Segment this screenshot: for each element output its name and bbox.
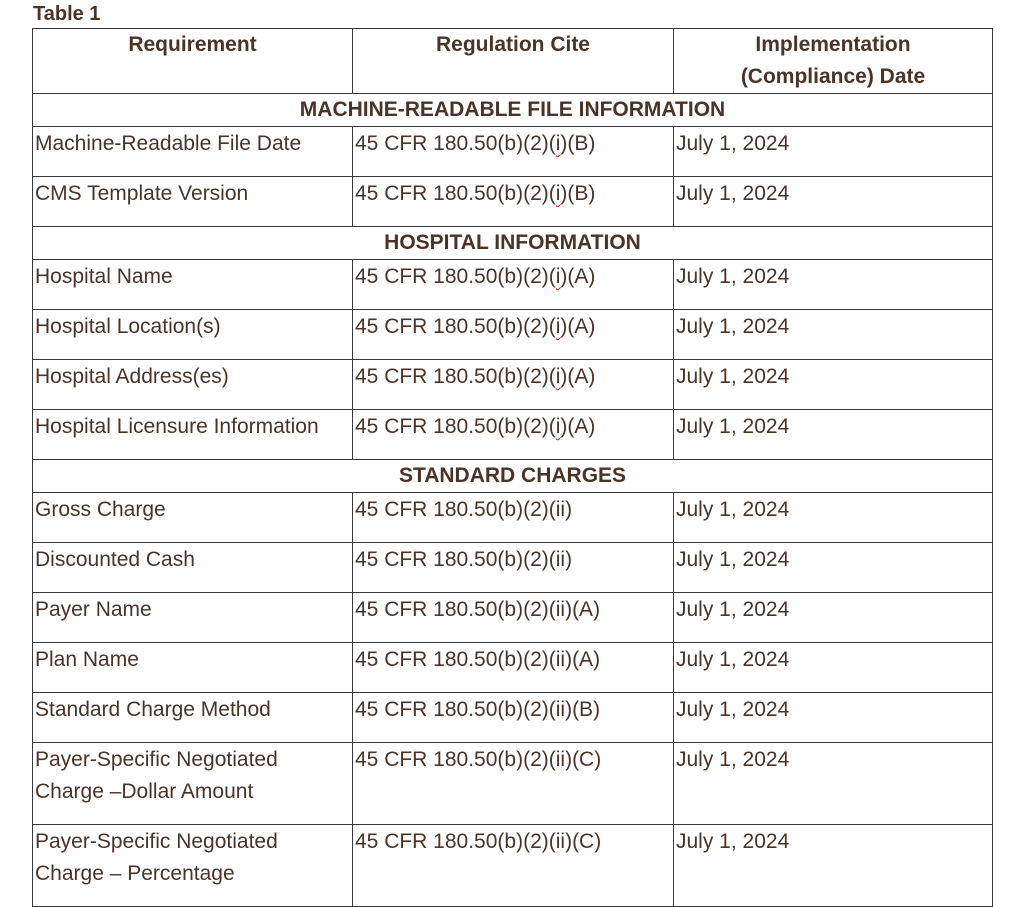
- regulation-cell: [353, 410, 674, 460]
- table-row: [33, 693, 993, 743]
- regulation-cell: 45 CFR 180.50(b)(2)(ii)(C): [353, 743, 674, 825]
- regulation-cell: 45 CFR 180.50(b)(2)(ii)(C): [353, 825, 674, 907]
- date-cell: July 1, 2024: [674, 593, 993, 643]
- cite-suffix: )(A): [560, 265, 596, 288]
- cite-flagged: i: [555, 365, 561, 388]
- regulation-cell: [353, 310, 674, 360]
- table-row: [33, 310, 993, 360]
- date-cell: July 1, 2024: [674, 310, 993, 360]
- requirement-line2: Charge – Percentage: [35, 862, 235, 885]
- table-row: [33, 410, 993, 460]
- date-cell: July 1, 2024: [674, 410, 993, 460]
- requirement-line1: Payer-Specific Negotiated: [35, 748, 278, 771]
- cite-suffix: )(B): [560, 132, 596, 155]
- regulation-cell: 45 CFR 180.50(b)(2)(ii): [353, 493, 674, 543]
- section-row: [33, 460, 993, 493]
- requirement-cell: [33, 743, 353, 825]
- requirement-cell: Hospital Address(es): [33, 360, 353, 410]
- regulation-cell: 45 CFR 180.50(b)(2)(ii): [353, 543, 674, 593]
- date-cell: July 1, 2024: [674, 360, 993, 410]
- cite-suffix: )(A): [560, 415, 596, 438]
- cite-suffix: )(A): [560, 315, 596, 338]
- requirement-cell: Hospital Name: [33, 260, 353, 310]
- cite-text: 45 CFR 180.50(b)(2)(: [355, 132, 556, 155]
- table-row: [33, 543, 993, 593]
- requirement-line1: Payer-Specific Negotiated: [35, 830, 278, 853]
- date-cell: July 1, 2024: [674, 127, 993, 177]
- requirement-cell: Standard Charge Method: [33, 693, 353, 743]
- date-cell: July 1, 2024: [674, 177, 993, 227]
- requirement-cell: [33, 825, 353, 907]
- requirement-cell: CMS Template Version: [33, 177, 353, 227]
- date-cell: July 1, 2024: [674, 493, 993, 543]
- table-row: [33, 360, 993, 410]
- date-cell: July 1, 2024: [674, 543, 993, 593]
- header-implementation-date: [674, 29, 993, 94]
- header-date-line1: Implementation: [755, 33, 911, 56]
- requirement-cell: Hospital Location(s): [33, 310, 353, 360]
- requirement-cell: Discounted Cash: [33, 543, 353, 593]
- regulation-cell: [353, 360, 674, 410]
- regulation-cell: 45 CFR 180.50(b)(2)(ii)(A): [353, 593, 674, 643]
- requirement-line2: Charge –Dollar Amount: [35, 780, 254, 803]
- table-row: [33, 593, 993, 643]
- table-row: [33, 743, 993, 825]
- header-row: [33, 29, 993, 94]
- table-caption: Table 1: [33, 3, 101, 25]
- table-row: [33, 825, 993, 907]
- regulation-cell: [353, 260, 674, 310]
- requirement-cell: Machine-Readable File Date: [33, 127, 353, 177]
- cite-flagged: i: [555, 265, 561, 288]
- cite-text: 45 CFR 180.50(b)(2)(: [355, 365, 556, 388]
- header-date-line2: (Compliance) Date: [740, 65, 926, 88]
- regulation-cell: [353, 127, 674, 177]
- header-regulation-cite: Regulation Cite: [353, 29, 674, 94]
- table-row: [33, 493, 993, 543]
- cite-text: 45 CFR 180.50(b)(2)(: [355, 415, 556, 438]
- date-cell: July 1, 2024: [674, 743, 993, 825]
- requirements-table: [32, 28, 993, 907]
- cite-flagged: i: [555, 315, 561, 338]
- requirement-cell: Gross Charge: [33, 493, 353, 543]
- regulation-cell: 45 CFR 180.50(b)(2)(ii)(B): [353, 693, 674, 743]
- table-row: [33, 260, 993, 310]
- date-cell: July 1, 2024: [674, 643, 993, 693]
- date-cell: July 1, 2024: [674, 825, 993, 907]
- cite-text: 45 CFR 180.50(b)(2)(: [355, 182, 556, 205]
- section-title: MACHINE-READABLE FILE INFORMATION: [33, 94, 993, 127]
- cite-text: 45 CFR 180.50(b)(2)(: [355, 265, 556, 288]
- section-row: [33, 227, 993, 260]
- section-title: HOSPITAL INFORMATION: [33, 227, 993, 260]
- cite-flagged: i: [555, 182, 561, 205]
- regulation-cell: [353, 177, 674, 227]
- table-row: [33, 177, 993, 227]
- section-row: [33, 94, 993, 127]
- table-row: [33, 127, 993, 177]
- cite-flagged: i: [555, 132, 561, 155]
- date-cell: July 1, 2024: [674, 693, 993, 743]
- regulation-cell: 45 CFR 180.50(b)(2)(ii)(A): [353, 643, 674, 693]
- requirement-cell: Plan Name: [33, 643, 353, 693]
- cite-text: 45 CFR 180.50(b)(2)(: [355, 315, 556, 338]
- date-cell: July 1, 2024: [674, 260, 993, 310]
- requirement-cell: Hospital Licensure Information: [33, 410, 353, 460]
- cite-suffix: )(B): [560, 182, 596, 205]
- cite-flagged: i: [555, 415, 561, 438]
- header-requirement: Requirement: [33, 29, 353, 94]
- section-title: STANDARD CHARGES: [33, 460, 993, 493]
- table-row: [33, 643, 993, 693]
- requirement-cell: Payer Name: [33, 593, 353, 643]
- cite-suffix: )(A): [560, 365, 596, 388]
